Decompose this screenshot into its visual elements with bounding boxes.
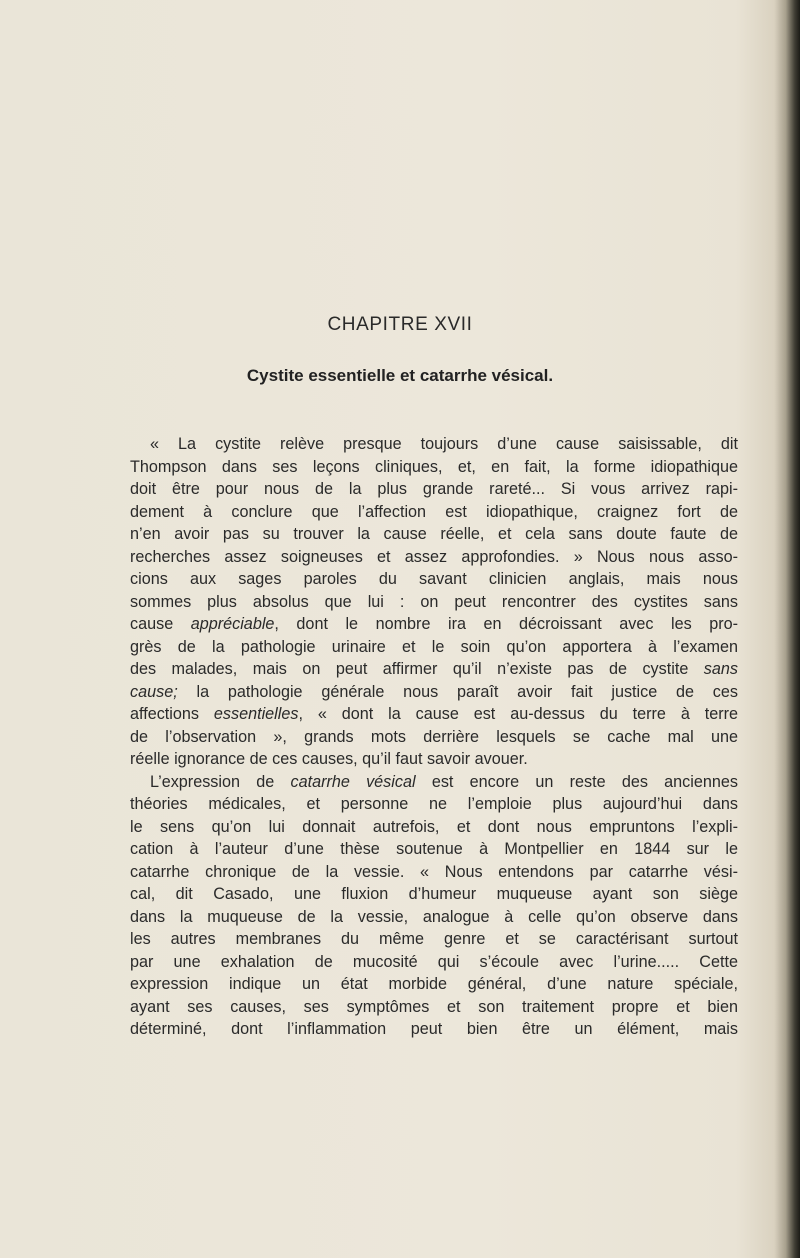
text-line — [130, 658, 738, 681]
italic-text-run: cause; — [130, 682, 178, 701]
text-line — [130, 771, 738, 794]
text-line: expression indique un état morbide général, d’une nature spéciale, — [130, 975, 738, 993]
text-line: par une exhalation de mucosité qui s’écoule avec l’urine..... Cette — [130, 952, 738, 971]
body-text — [130, 433, 738, 1041]
text-line: les autres membranes du même genre et se caractérisant surtout — [130, 930, 738, 948]
text-line — [130, 703, 738, 726]
text-line: le sens qu’on lui donnait autrefois, et dont nous empruntons l’expli- — [130, 817, 738, 836]
italic-text-run: sans — [703, 660, 738, 678]
text-line: « La cystite relève presque toujours d’une cause saisissable, dit — [150, 435, 738, 453]
book-spine-shadow — [774, 0, 800, 1258]
text-line: catarrhe chronique de la vessie. « Nous entendons par catarrhe vési- — [130, 862, 738, 881]
text-line: dans la muqueuse de la vessie, analogue à celle qu’on observe dans — [130, 907, 738, 926]
text-line — [130, 681, 738, 704]
text-line: déterminé, dont l’inflammation peut bien être un élément, mais — [130, 1020, 738, 1038]
text-run: est encore un reste des anciennes — [415, 772, 738, 791]
text-run: L’expression de — [150, 772, 291, 791]
text-run: affections — [130, 705, 214, 723]
text-line: doit être pour nous de la plus grande rareté... Si vous arrivez rapi- — [130, 480, 738, 498]
text-run: , « dont la cause est au-dessus du terre à terre — [298, 705, 738, 723]
text-line: n’en avoir pas su trouver la cause réelle, et cela sans doute faute de — [130, 525, 738, 543]
italic-text-run: appréciable — [190, 615, 275, 633]
text-run: la pathologie générale nous paraît avoir fait justice de ces — [177, 682, 738, 701]
text-line: ayant ses causes, ses symptômes et son traitement propre et bien — [130, 997, 738, 1016]
text-line: recherches assez soigneuses et assez approfondies. » Nous nous asso- — [130, 547, 738, 566]
text-line: théories médicales, et personne ne l’emploie plus aujourd’hui dans — [130, 795, 738, 813]
text-line — [130, 613, 738, 636]
italic-text-run: essentielles — [213, 705, 299, 723]
text-line: de l’observation », grands mots derrière lesquels se cache mal une — [130, 727, 738, 746]
text-line: grès de la pathologie urinaire et le soin qu’on apportera à l’examen — [130, 637, 738, 656]
text-run: des malades, mais on peut affirmer qu’il n’existe pas de cystite — [130, 660, 704, 678]
text-line: cal, dit Casado, une fluxion d’humeur muqueuse ayant son siège — [130, 885, 738, 903]
text-line: dement à conclure que l’affection est idiopathique, craignez fort de — [130, 502, 738, 521]
text-line: cation à l’auteur d’une thèse soutenue à Montpellier en 1844 sur le — [130, 840, 738, 858]
text-line: Thompson dans ses leçons cliniques, et, en fait, la forme idiopathique — [130, 457, 738, 476]
text-run: cause — [130, 615, 191, 633]
text-line: sommes plus absolus que lui : on peut rencontrer des cystites sans — [130, 592, 738, 611]
text-line: cions aux sages paroles du savant clinicien anglais, mais nous — [130, 570, 738, 588]
text-line: réelle ignorance de ces causes, qu’il faut savoir avouer. — [130, 750, 528, 768]
section-title: Cystite essentielle et catarrhe vésical. — [246, 366, 554, 385]
text-run: , dont le nombre ira en décroissant avec les pro- — [274, 615, 738, 633]
chapter-heading: CHAPITRE XVII — [327, 314, 473, 335]
italic-text-run: catarrhe vésical — [290, 772, 416, 791]
